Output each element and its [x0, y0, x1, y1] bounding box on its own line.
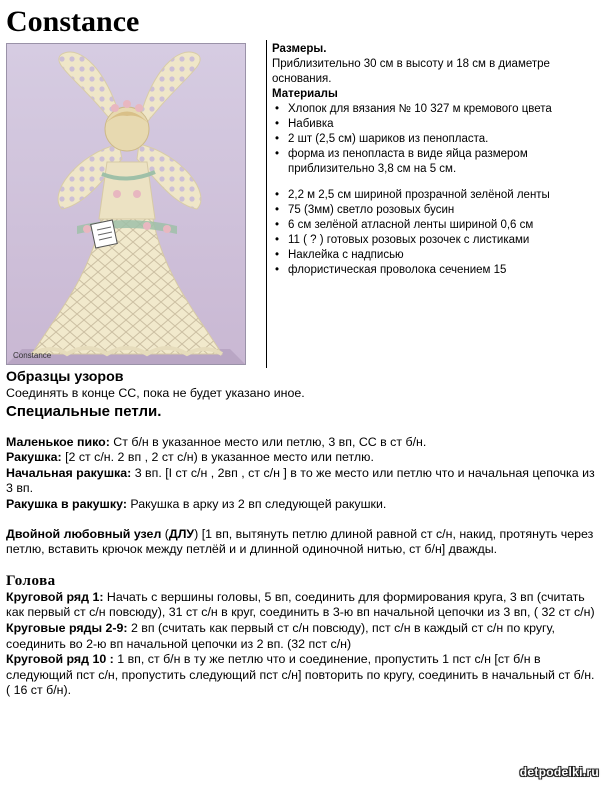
shell-in-shell-definition	[6, 497, 598, 513]
shell-in-shell-text: Ракушка в арку из 2 вп следующей ракушки.	[126, 496, 387, 511]
list-item: • флористическая проволока сечением 15	[272, 263, 598, 278]
divider-line	[266, 40, 267, 368]
round-10-text: 1 вп, ст б/н в ту же петлю что и соединение, пропустить 1 пст с/н [ст б/н в следующий пст с/н, пропустить следующий пст с/н] повторить по кругу, соединить в начальный ст б/н. ( 16 ст б/н).	[6, 652, 595, 698]
materials-heading: Материалы	[272, 88, 338, 100]
round-2-9-label: Круговые ряды 2-9:	[6, 620, 128, 635]
knot-paren-close: )	[194, 526, 199, 541]
list-item: • Хлопок для вязания № 10 327 м кремового цвета	[272, 102, 598, 117]
photo-caption: Constance	[13, 351, 52, 360]
head-section-heading: Голова	[6, 572, 56, 589]
shell-definition	[6, 450, 598, 466]
site-watermark: detpodelki.ru	[519, 765, 599, 779]
size-heading: Размеры.	[272, 43, 327, 55]
love-knot-label: Двойной любовный узел	[6, 526, 162, 541]
shell-in-shell-label: Ракушка в ракушку:	[6, 496, 127, 511]
patterns-heading: Образцы узоров	[6, 369, 124, 385]
round-1-text: Начать с вершины головы, 5 вп, соединить для формирования круга, 3 вп (считать как первый ст с/н повсюду), 31 ст с/н в круг, соединить в 3-ю вп начальной цепочки из 3 вп, ( 32 ст с/н)	[6, 589, 595, 620]
specs-column	[272, 42, 598, 278]
start-shell-label: Начальная ракушка:	[6, 465, 132, 480]
list-item: • 11 ( ? ) готовых розовых розочек с листиками	[272, 233, 598, 248]
round-10	[6, 652, 598, 699]
main-text	[6, 369, 598, 699]
list-item: • форма из пенопласта в виде яйца размером приблизительно 3,8 см на 5 см.	[272, 147, 598, 177]
start-shell-definition	[6, 466, 598, 497]
knot-paren-open: (	[161, 526, 169, 541]
round-10-label: Круговой ряд 10 :	[6, 652, 114, 667]
angel-photo	[6, 43, 246, 365]
crochet-angel-illustration	[7, 44, 245, 364]
love-knot-definition	[6, 527, 598, 558]
materials-list-2	[272, 188, 598, 278]
list-item: • 2,2 м 2,5 см шириной прозрачной зелёной ленты	[272, 188, 598, 203]
round-2-9	[6, 621, 598, 652]
start-shell-text: 3 вп. [I ст с/н , 2вп , ст с/н ] в то же место или петлю что и начальная цепочка из 3 вп.	[6, 465, 595, 496]
shell-text: [2 ст с/н. 2 вп , 2 ст с/н) в указанное место или петлю.	[61, 450, 374, 465]
round-1	[6, 590, 598, 621]
round-2-9-text: 2 вп (считать как первый ст с/н повсюду), пст с/н в каждый ст с/н по кругу, соединить во 2-ю вп начальной цепочки из 2 вп. (32 пст с/н)	[6, 620, 555, 651]
size-text: Приблизительно 30 см в высоту и 18 см в диаметре основания.	[272, 58, 550, 85]
love-knot-abbr: ДЛУ	[168, 526, 195, 541]
page-title: Constance	[6, 5, 140, 38]
picot-definition	[6, 435, 598, 451]
list-item: • Набивка	[272, 117, 598, 132]
list-item: • Наклейка с надписью	[272, 248, 598, 263]
shell-label: Ракушка:	[6, 450, 62, 465]
picot-text: Ст б/н в указанное место или петлю, 3 вп, СС в ст б/н.	[109, 434, 427, 449]
special-stitches-heading: Специальные петли.	[6, 402, 162, 420]
list-item: • 6 см зелёной атласной ленты шириной 0,6 см	[272, 218, 598, 233]
round-1-label: Круговой ряд 1:	[6, 589, 104, 604]
love-knot-text: [1 вп, вытянуть петлю длиной равной ст с/н, накид, протянуть через петлю, вставить крючок между петлёй и и длинной одиночной нитью, ст б/н] дважды.	[6, 526, 594, 557]
list-item: • 75 (3мм) светло розовых бусин	[272, 203, 598, 218]
list-item: • 2 шт (2,5 см) шариков из пенопласта.	[272, 132, 598, 147]
materials-list-1	[272, 102, 598, 177]
patterns-text: Соединять в конце СС, пока не будет указано иное.	[6, 386, 305, 400]
picot-label: Маленькое пико:	[6, 434, 110, 449]
